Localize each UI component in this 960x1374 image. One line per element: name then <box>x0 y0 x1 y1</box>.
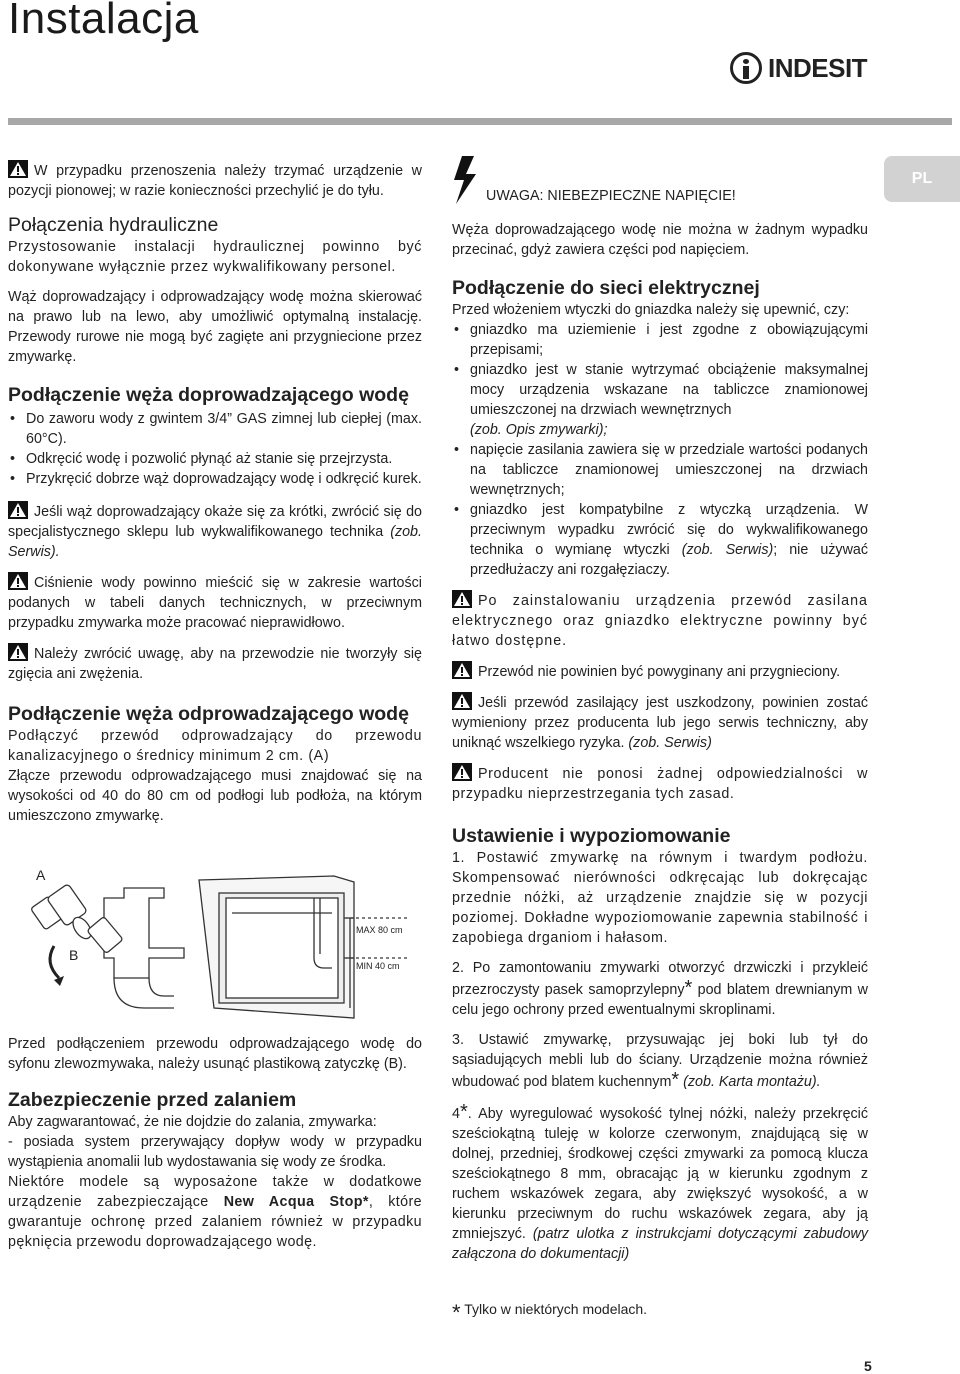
section-title-hydraulic: Połączenia hydrauliczne <box>8 214 219 236</box>
figure-label-max: MAX 80 cm <box>356 925 403 935</box>
danger-paragraph: Węża doprowadzającego wodę nie można w żadnym wypadku przecinać, gdyż zawiera części pod napięciem. <box>452 222 868 258</box>
access-warning: Po zainstalowaniu urządzenia przewód zasilana elektrycznego oraz gniazdko elektryczne powinny być łatwo dostępne. <box>452 590 868 651</box>
leveling-step-1: 1. Postawić zmywarkę na równym i twardym podłożu. Skompensować nierówności odkręcając lub dokręcając przednie nóżki, aż urządzenie znajdzie się w pozycji poziomej. Dokładne wypoziomowanie zapewnia stabilność i zapobiega drganiom i hałasom. <box>452 850 868 946</box>
drain-paragraph-1: Podłączyć przewód odprowadzający do przewodu kanalizacyjnego o średnicy minimum 2 cm. (A) <box>8 728 422 764</box>
electric-intro: Przed włożeniem wtyczki do gniazdka należy się upewnić, czy: <box>452 302 850 318</box>
inlet-bullet-2: • Odkręcić wodę i pozwolić płynąć aż stanie się przejrzysta. <box>8 449 422 469</box>
leveling-step-3: 3. Ustawić zmywarkę, przysuwając jej boki lub tył do sąsiadujących mebli lub do ściany. Urządzenie można również wbudować pod blatem kuchennym* (zob. Karta montażu). <box>452 1032 868 1091</box>
drain-figure <box>14 858 424 1028</box>
warning-icon <box>8 160 28 178</box>
right-column <box>452 220 868 1264</box>
inlet-bullet-3: • Przykręcić dobrze wąż doprowadzający wodę i odkręcić kurek. <box>8 469 422 489</box>
page-number: 5 <box>864 1358 872 1374</box>
left-column-bottom <box>8 1034 422 1252</box>
hydraulic-paragraph-2: Wąż doprowadzający i odprowadzający wodę można skierować na prawo lub na lewo, aby umożliwić optymalną instalację. Przewody rurowe nie mogą być zagięte ani przygniecione przez zmywarkę. <box>8 289 422 365</box>
footnote-star: * <box>671 1069 680 1091</box>
footnote: * Tylko w niektórych modelach. <box>452 1300 648 1325</box>
flood-paragraph-1: Aby zagwarantować, że nie dojdzie do zalania, zmywarka: <box>8 1114 377 1130</box>
electric-bullet-4: • gniazdko jest kompatybilne z wtyczką urządzenia. W przeciwnym wypadku zwrócić się do wykwalifikowanego technika o wymianę wtyczki (zob. Serwis); nie używać przedłużaczy ani rozgałęziaczy. <box>452 500 868 580</box>
warning-icon <box>452 661 472 679</box>
footnote-star: * <box>459 1101 468 1123</box>
cable-warning: Przewód nie powinien być powyginany ani przygnieciony. <box>452 661 868 682</box>
warning-icon <box>452 692 472 710</box>
section-title-electric: Podłączenie do sieci elektrycznej <box>452 277 760 299</box>
hydraulic-paragraph-1: Przystosowanie instalacji hydraulicznej powinno być dokonywane wyłącznie przez wykwalifikowany personel. <box>8 239 422 275</box>
kink-warning: Należy zwrócić uwagę, aby na przewodzie nie tworzyły się zgięcia ani zwężenia. <box>8 643 422 684</box>
pressure-warning: Ciśnienie wody powinno mieścić się w zakresie wartości podanych w tabeli danych technicznych, w przeciwnym przypadku zmywarka może pracować nieprawidłowo. <box>8 572 422 633</box>
service-ref: (zob. Serwis). <box>8 524 422 560</box>
electric-bullet-1: • gniazdko ma uziemienie i jest zgodne z obowiązującymi przepisami; <box>452 320 868 360</box>
figure-label-min: MIN 40 cm <box>356 961 400 971</box>
section-title-drain-hose: Podłączenie węża odprowadzającego wodę <box>8 703 409 725</box>
drain-paragraph-2: Złącze przewodu odprowadzającego musi znajdować się na wysokości od 40 do 80 cm od podłogi lub podłoża, na którym umieszczono zmywarkę. <box>8 768 422 824</box>
section-title-flood: Zabezpieczenie przed zalaniem <box>8 1089 297 1111</box>
brand-name: INDESIT <box>768 52 868 83</box>
drain-illustration <box>14 858 424 1028</box>
leveling-step-4: 4*. Aby wyregulować wysokość tylnej nóżki, należy przekręcić sześciokątną tuleję w kolorze czerwonym, znajdującą się w dolnej, przedniej, środkowej części zmywarki za pomocą klucza sześciokątnego 8 mm, obracając ją w kierunku zgodnym z ruchem wskazówek zegara, aby zwiększyć wysokość, a w kierunku przeciwnym do ruchu wskazówek zegara, aby ją zmniejszyć. (patrz ulotka z instrukcjami dotyczącymi zabudowy załączona do dokumentacji) <box>452 1101 868 1262</box>
danger-heading: UWAGA: NIEBEZPIECZNE NAPIĘCIE! <box>486 188 736 204</box>
inlet-bullet-1: • Do zaworu wody z gwintem 3/4” GAS zimnej lub ciepłej (max. 60°C). <box>8 409 422 449</box>
short-hose-warning: Jeśli wąż doprowadzający okaże się za krótki, zwrócić się do specjalistycznego sklepu lub wykwalifikowanego technika (zob. Serwis). <box>8 501 422 562</box>
warning-icon <box>452 763 472 781</box>
section-title-inlet-hose: Podłączenie węża doprowadzającego wodę <box>8 384 409 406</box>
electric-bullet-3: • napięcie zasilania zawiera się w przedziale wartości podanych na tabliczce znamionowej umieszczonej na drzwiach wewnętrznych; <box>452 440 868 500</box>
flood-paragraph-2: - posiada system przerywający dopływ wody w przypadku wystąpienia anomalii lub wydostawania się wody ze środka. <box>8 1134 422 1170</box>
language-tab: PL <box>884 156 960 202</box>
leveling-step-2: 2. Po zamontowaniu zmywarki otworzyć drzwiczki i przykleić przezroczysty pasek samoprzylepny* pod blatem drewnianym w celu jego ochrony przed ewentualnymi skroplinami. <box>452 960 868 1018</box>
warning-icon <box>452 590 472 608</box>
liability-warning: Producent nie ponosi żadnej odpowiedzialności w przypadku nieprzestrzegania tych zasad. <box>452 763 868 804</box>
transport-warning: W przypadku przenoszenia należy trzymać urządzenie w pozycji pionowej; w razie konieczności przechylić je do tyłu. <box>8 160 422 201</box>
warning-icon <box>8 572 28 590</box>
figure-label-a: A <box>36 867 46 883</box>
flood-paragraph-3: Niektóre modele są wyposażone także w dodatkowe urządzenie zabezpieczające New Acqua Stop*, które gwarantuje ochronę przed zalaniem również w przypadku pęknięcia przewodu doprowadzającego wodę. <box>8 1174 423 1250</box>
figure-label-b: B <box>69 947 79 963</box>
section-title-leveling: Ustawienie i wypoziomowanie <box>452 825 731 847</box>
warning-icon <box>8 501 28 519</box>
electric-bullet-2: • gniazdko jest w stanie wytrzymać obciążenie maksymalnej mocy urządzenia wskazane na tabliczce znamionowej umieszczonej na drzwiach wewnętrznych (zob. Opis zmywarki); <box>452 360 868 440</box>
footnote-star: * <box>684 977 693 999</box>
info-i-icon <box>730 52 762 84</box>
drain-paragraph-3: Przed podłączeniem przewodu odprowadzającego wodę do syfonu zlewozmywaka, należy usunąć plastikową zatyczkę (B). <box>8 1036 422 1072</box>
warning-icon <box>8 643 28 661</box>
damaged-cable-warning: Jeśli przewód zasilający jest uszkodzony, powinien zostać wymieniony przez producenta lub jego serwis techniczny, aby uniknąć wszelkiego ryzyka. (zob. Serwis) <box>452 692 868 753</box>
lightning-icon <box>452 156 478 209</box>
new-acqua-stop: New Acqua Stop* <box>223 1194 369 1210</box>
left-column <box>8 160 422 826</box>
page-title: Instalacja <box>8 0 199 43</box>
header-divider <box>8 118 952 125</box>
footnote-star: * <box>452 1300 461 1325</box>
brand-logo <box>730 52 867 84</box>
